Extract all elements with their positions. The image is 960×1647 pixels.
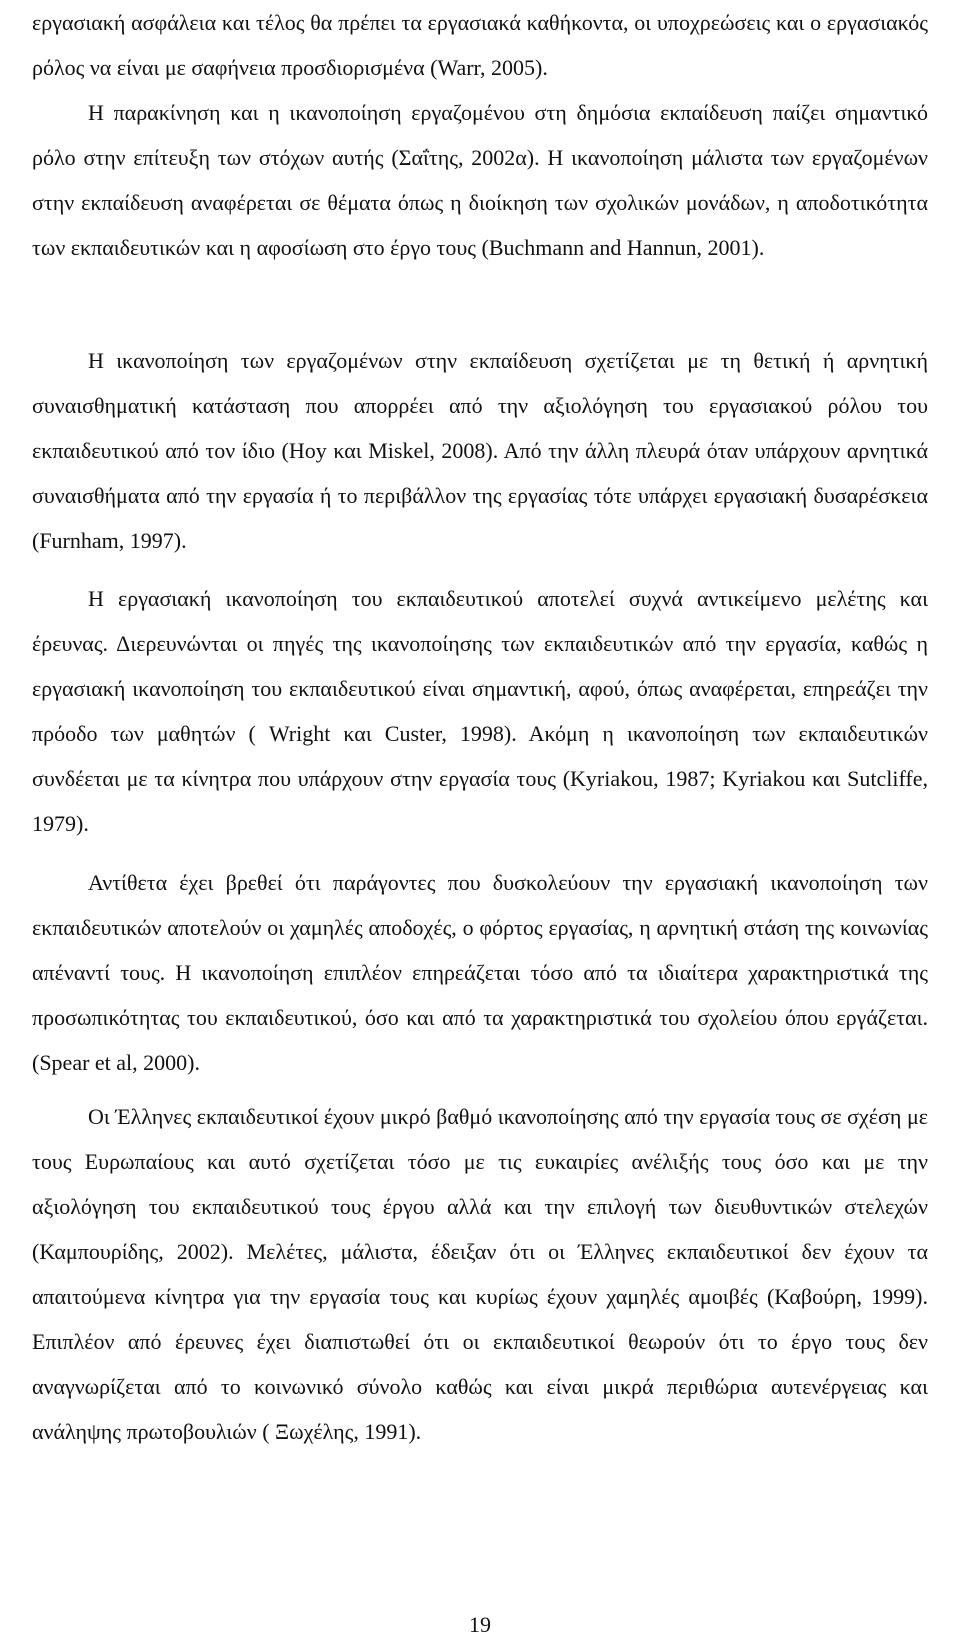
paragraph-block-2 xyxy=(32,90,928,270)
paragraph-continuation-block xyxy=(32,0,928,90)
page-number: 19 xyxy=(469,1612,491,1637)
paragraph-block-4 xyxy=(32,576,928,846)
paragraph-block-5 xyxy=(32,860,928,1085)
paragraph-5: Αντίθετα έχει βρεθεί ότι παράγοντες που δυσκολεύουν την εργασιακή ικανοποίηση των εκπαιδευτικών αποτελούν οι χαμηλές αποδοχές, ο φόρτος εργασίας, η αρνητική στάση της κοινωνίας απέναντί τους. Η ικανοποίηση επιπλέον επηρεάζεται τόσο από τα ιδιαίτερα χαρακτηριστικά της προσωπικότητας του εκπαιδευτικού, όσο και από τα χαρακτηριστικά του σχολείου όπου εργάζεται. (Spear et al, 2000). xyxy=(32,870,928,1075)
paragraph-block-6 xyxy=(32,1094,928,1454)
paragraph-3: Η ικανοποίηση των εργαζομένων στην εκπαίδευση σχετίζεται με τη θετική ή αρνητική συναισθηματική κατάσταση που απορρέει από την αξιολόγηση του εργασιακού ρόλου του εκπαιδευτικού από τον ίδιο (Hoy και Miskel, 2008). Από την άλλη πλευρά όταν υπάρχουν αρνητικά συναισθήματα από την εργασία ή το περιβάλλον της εργασίας τότε υπάρχει εργασιακή δυσαρέσκεια (Furnham, 1997). xyxy=(32,348,928,553)
paragraph-4: Η εργασιακή ικανοποίηση του εκπαιδευτικού αποτελεί συχνά αντικείμενο μελέτης και έρευνας. Διερευνώνται οι πηγές της ικανοποίησης των εκπαιδευτικών από την εργασία, καθώς η εργασιακή ικανοποίηση του εκπαιδευτικού είναι σημαντική, αφού, όπως αναφέρεται, επηρεάζει την πρόοδο των μαθητών ( Wright και Custer, 1998). Ακόμη η ικανοποίηση των εκπαιδευτικών συνδέεται με τα κίνητρα που υπάρχουν στην εργασία τους (Kyriakou, 1987; Kyriakou και Sutcliffe, 1979). xyxy=(32,586,928,836)
paragraph-1: εργασιακή ασφάλεια και τέλος θα πρέπει τα εργασιακά καθήκοντα, οι υποχρεώσεις και ο εργασιακός ρόλος να είναι με σαφήνεια προσδιορισμένα (Warr, 2005). xyxy=(32,10,928,80)
paragraph-block-3 xyxy=(32,338,928,563)
paragraph-2: Η παρακίνηση και η ικανοποίηση εργαζομένου στη δημόσια εκπαίδευση παίζει σημαντικό ρόλο στην επίτευξη των στόχων αυτής (Σαΐτης, 2002α). Η ικανοποίηση μάλιστα των εργαζομένων στην εκπαίδευση αναφέρεται σε θέματα όπως η διοίκηση των σχολικών μονάδων, η αποδοτικότητα των εκπαιδευτικών και η αφοσίωση στο έργο τους (Buchmann and Hannun, 2001). xyxy=(32,100,928,260)
paragraph-6: Οι Έλληνες εκπαιδευτικοί έχουν μικρό βαθμό ικανοποίησης από την εργασία τους σε σχέση με τους Ευρωπαίους και αυτό σχετίζεται τόσο με τις ευκαιρίες ανέλιξής τους όσο και με την αξιολόγηση του εκπαιδευτικού τους έργου αλλά και την επιλογή των διευθυντικών στελεχών (Καμπουρίδης, 2002). Μελέτες, μάλιστα, έδειξαν ότι οι Έλληνες εκπαιδευτικοί δεν έχουν τα απαιτούμενα κίνητρα για την εργασία τους και κυρίως έχουν χαμηλές αμοιβές (Καβούρη, 1999). Επιπλέον από έρευνες έχει διαπιστωθεί ότι οι εκπαιδευτικοί θεωρούν ότι το έργο τους δεν αναγνωρίζεται από το κοινωνικό σύνολο καθώς και είναι μικρά περιθώρια αυτενέργειας και ανάληψης πρωτοβουλιών ( Ξωχέλης, 1991). xyxy=(32,1104,928,1444)
